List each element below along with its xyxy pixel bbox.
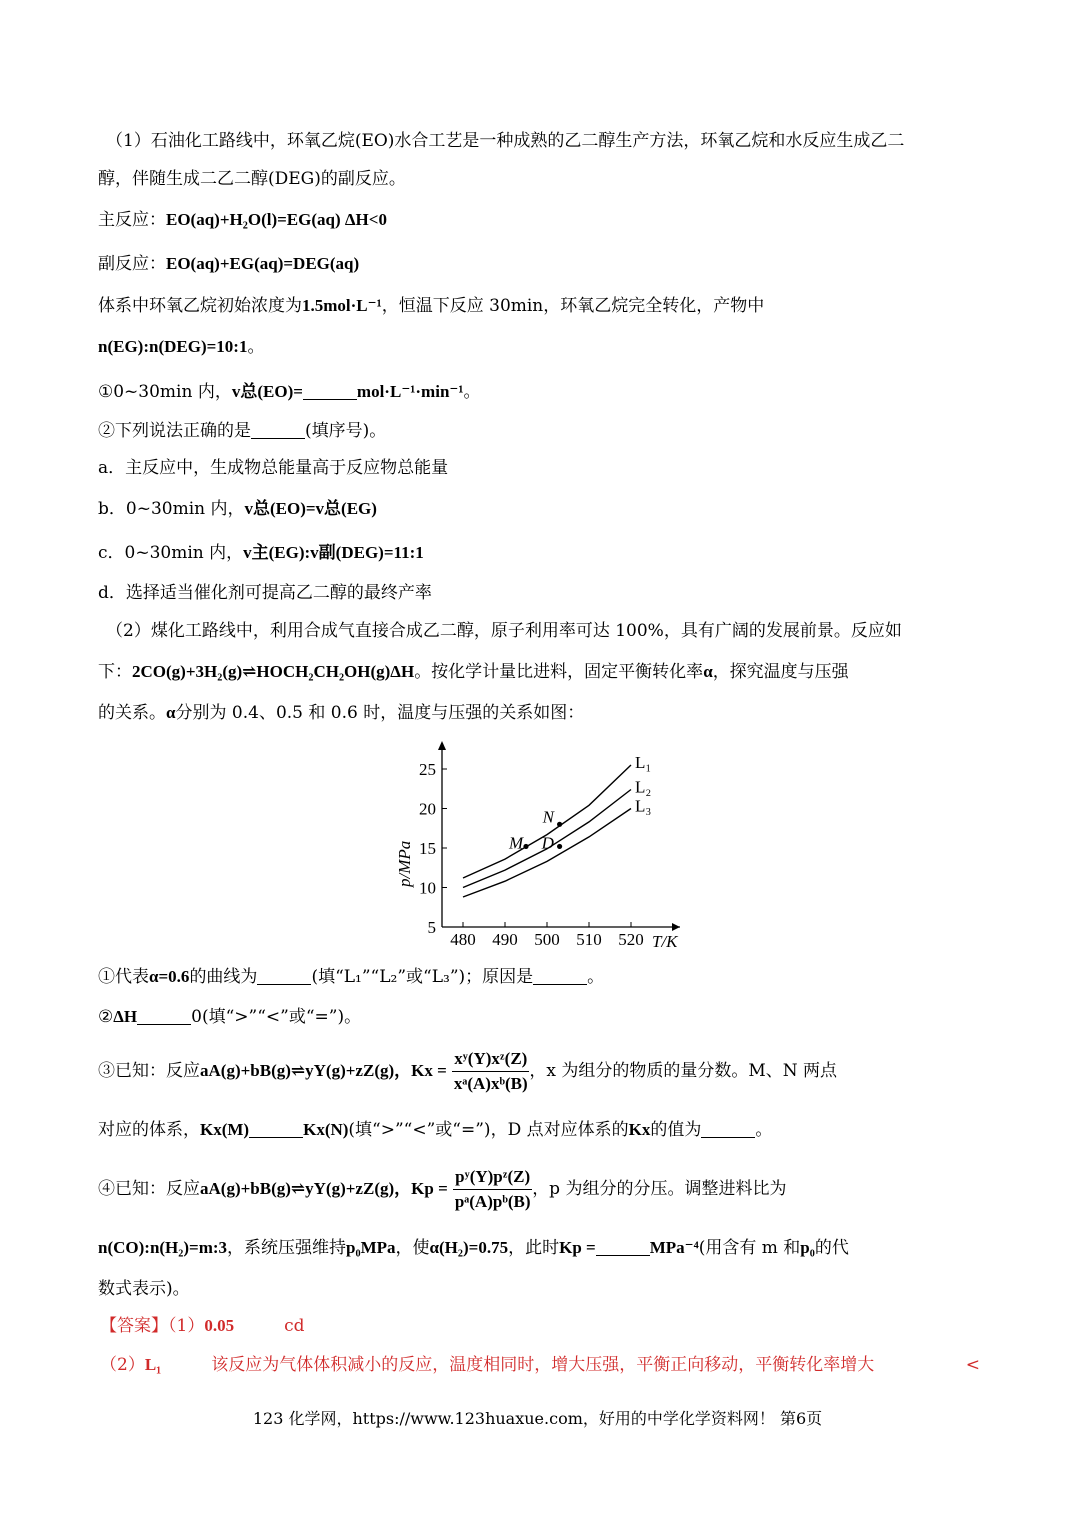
kp-symbol-2: Kp = — [559, 1238, 596, 1257]
point-N — [557, 822, 562, 827]
sub1-mid: 的曲线为 — [189, 967, 258, 987]
synthesis-equation: 2CO(g)+3H₂(g)⇌HOCH₂CH₂OH(g)ΔH — [132, 662, 415, 681]
q2-sub4 — [98, 1163, 786, 1215]
point-M — [523, 844, 528, 849]
eq-suffix2: ，探究温度与压强 — [712, 662, 849, 682]
kp-unit: MPa⁻⁴ — [649, 1238, 699, 1257]
option-d: d．选择适当催化剂可提高乙二醇的最终产率 — [98, 583, 432, 603]
answer2-reason: 该反应为气体体积减小的反应，温度相同时，增大压强，平衡正向移动，平衡转化率增大 — [211, 1355, 875, 1375]
sub1-end: 。 — [463, 382, 481, 402]
kx-denominator: xᵃ(A)xᵇ(B) — [453, 1074, 528, 1093]
answer-blank[interactable] — [137, 1006, 191, 1025]
sub3-after: ，x 为组分的物质的量分数。M、N 两点 — [529, 1061, 838, 1081]
p0-symbol: p₀ — [800, 1238, 815, 1257]
feed-ratio: n(CO):n(H₂)=m:3 — [98, 1238, 228, 1257]
general-equation: aA(g)+bB(g)⇌yY(g)+zZ(g) — [200, 1061, 395, 1080]
y-tick-label: 10 — [419, 878, 436, 898]
delta-h: ΔH — [113, 1007, 138, 1026]
pressure-temperature-chart — [380, 735, 690, 950]
q1-condition — [98, 293, 764, 319]
answer-blank[interactable] — [701, 1119, 755, 1138]
sub4-line2-d: (用含有 m 和 — [698, 1238, 801, 1258]
sub3-line2-a: 对应的体系， — [98, 1120, 200, 1140]
kx-symbol: ，Kx = — [394, 1061, 447, 1080]
eq-prefix: 下： — [98, 662, 132, 682]
x-tick-label: 480 — [450, 930, 476, 949]
option-c — [98, 540, 424, 566]
main-reaction-equation: EO(aq)+H₂O(l)=EG(aq) ΔH<0 — [166, 210, 387, 229]
x-tick-label: 520 — [618, 930, 644, 949]
q1-sub1 — [98, 379, 480, 405]
kp-fraction — [453, 1167, 532, 1212]
sub1-fill: (填“L₁”“L₂”或“L₃”)；原因是 — [311, 967, 534, 987]
answer-blank[interactable] — [596, 1237, 650, 1256]
sub2-text: ②下列说法正确的是 — [98, 421, 251, 441]
q2-sub2 — [98, 1004, 361, 1030]
x-tick-label: 500 — [534, 930, 560, 949]
answer2-value: L₁ — [144, 1355, 162, 1374]
answer1-value: 0.05 — [204, 1316, 235, 1335]
sub3-line2-b: (填“>”“<”或“=”)，D 点对应体系的 — [348, 1120, 629, 1140]
sub3-prefix: ③已知：反应 — [98, 1061, 200, 1081]
option-b-prefix: b．0~30min 内， — [98, 499, 245, 519]
ratio-end: 。 — [247, 337, 265, 357]
q2-intro-line1: （2）煤化工路线中，利用合成气直接合成乙二醇，原子利用率可达 100%，具有广阔的发展前景。反应如 — [106, 621, 902, 641]
cond-text: 体系中环氧乙烷初始浓度为 — [98, 296, 302, 316]
p0-mpa: p₀MPa — [346, 1238, 396, 1257]
side-reaction-equation: EO(aq)+EG(aq)=DEG(aq) — [166, 254, 360, 273]
kx-d: Kx — [628, 1120, 651, 1139]
ratio-expression: n(EG):n(DEG)=10:1 — [98, 337, 248, 356]
answer-tag: 【答案】 — [100, 1316, 168, 1336]
cond-concentration: 1.5mol·L⁻¹ — [302, 296, 382, 315]
answer-line2 — [100, 1352, 980, 1378]
alpha-symbol: α — [703, 662, 713, 681]
point-label-D: D — [541, 833, 554, 853]
line3-a: 的关系。 — [98, 703, 166, 723]
q2-sub3 — [98, 1045, 837, 1097]
y-tick-label: 15 — [419, 839, 436, 858]
kx-n: Kx(N) — [303, 1120, 349, 1139]
answer2-num: （2） — [100, 1355, 145, 1375]
answer-blank[interactable] — [303, 381, 357, 400]
y-tick-label: 5 — [427, 918, 436, 937]
sub2-end: (填序号)。 — [305, 421, 387, 441]
y-axis-arrow — [438, 741, 446, 750]
sub4-line2-c: ，此时 — [508, 1238, 560, 1258]
kp-numerator: pʸ(Y)pᶻ(Z) — [453, 1167, 532, 1190]
sub3-line2-end: 。 — [755, 1120, 773, 1140]
q1-ratio — [98, 334, 264, 360]
q2-sub4-line2 — [98, 1235, 849, 1261]
sub3-line2-c: 的值为 — [650, 1120, 702, 1140]
eq-suffix: 。按化学计量比进料，固定平衡转化率 — [414, 662, 704, 682]
answer-blank[interactable] — [251, 420, 305, 439]
q2-sub3-line2 — [98, 1117, 772, 1143]
sub4-line2-b: ，使 — [395, 1238, 430, 1258]
series-label-1: L₁ — [635, 753, 652, 773]
option-b-expression: v总(EO)=v总(EG) — [244, 499, 377, 518]
series-label-2: L₂ — [635, 777, 652, 797]
answer1-num: （1） — [168, 1316, 205, 1336]
main-reaction-label: 主反应： — [98, 210, 166, 230]
sub1-expression: v总(EO)= — [231, 382, 303, 401]
q2-sub4-line3: 数式表示)。 — [98, 1279, 190, 1299]
kp-symbol: ，Kp = — [394, 1179, 448, 1198]
sub4-line2-a: ，系统压强维持 — [227, 1238, 347, 1258]
sub4-prefix: ④已知：反应 — [98, 1179, 200, 1199]
point-D — [557, 844, 562, 849]
kx-fraction — [452, 1049, 529, 1094]
point-label-N: N — [542, 807, 554, 827]
side-reaction-label: 副反应： — [98, 254, 166, 274]
sub2-prefix: ② — [98, 1007, 114, 1027]
sub1-prefix: ①代表 — [98, 967, 149, 987]
option-c-prefix: c．0~30min 内， — [98, 543, 244, 563]
x-tick-label: 510 — [576, 930, 602, 949]
q1-intro-line2: 醇，伴随生成二乙二醇(DEG)的副反应。 — [98, 169, 406, 189]
point-label-M: M — [509, 833, 524, 853]
answer1-value2: cd — [284, 1316, 305, 1336]
answer-blank[interactable] — [249, 1119, 303, 1138]
x-axis-label: T/K — [652, 932, 678, 950]
kx-m: Kx(M) — [200, 1120, 250, 1139]
q1-intro-line1: （1）石油化工路线中，环氧乙烷(EO)水合工艺是一种成熟的乙二醇生产方法，环氧乙烷和水反应生成乙二 — [106, 131, 905, 151]
line3-b: 分别为 0.4、0.5 和 0.6 时，温度与压强的关系如图： — [175, 703, 585, 723]
page-footer: 123 化学网，https://www.123huaxue.com，好用的中学化学资料网！ 第6页 — [252, 1409, 823, 1428]
main-reaction — [98, 207, 387, 233]
x-tick-label: 490 — [492, 930, 518, 949]
sub4-line2-e: 的代 — [814, 1238, 849, 1258]
option-b — [98, 496, 377, 522]
alpha-value: α=0.6 — [149, 967, 190, 986]
answer-line1 — [100, 1313, 304, 1339]
sub1-unit: mol·L⁻¹·min⁻¹ — [356, 382, 464, 401]
answer-blank[interactable] — [257, 966, 311, 985]
q2-sub1 — [98, 964, 604, 990]
answer2-sign: < — [965, 1355, 980, 1375]
q1-sub2 — [98, 418, 386, 444]
sub4-after: ，p 为组分的分压。调整进料比为 — [532, 1179, 787, 1199]
q2-line3 — [98, 700, 584, 726]
option-a: a．主反应中，生成物总能量高于反应物总能量 — [98, 458, 449, 478]
cond-text2: ，恒温下反应 30min，环氧乙烷完全转化，产物中 — [381, 296, 765, 316]
alpha-h2: α(H₂)=0.75 — [429, 1238, 509, 1257]
answer-blank[interactable] — [533, 966, 587, 985]
option-c-expression: v主(EG):v副(DEG)=11:1 — [243, 543, 424, 562]
kp-denominator: pᵃ(A)pᵇ(B) — [454, 1192, 531, 1211]
sub1-prefix: ①0~30min 内， — [98, 382, 232, 402]
sub1-end: 。 — [587, 967, 605, 987]
y-tick-label: 20 — [419, 799, 436, 819]
sub2-end: 0(填“>”“<”或“=”)。 — [191, 1007, 362, 1027]
general-equation: aA(g)+bB(g)⇌yY(g)+zZ(g) — [200, 1179, 395, 1198]
x-axis-arrow — [672, 923, 680, 931]
y-tick-label: 25 — [419, 760, 436, 779]
kx-numerator: xʸ(Y)xᶻ(Z) — [452, 1049, 529, 1072]
y-axis-label: p/MPa — [395, 840, 414, 887]
q2-equation-line — [98, 659, 849, 685]
series-label-3: L₃ — [635, 796, 652, 816]
side-reaction — [98, 251, 359, 277]
alpha-symbol: α — [166, 703, 176, 722]
